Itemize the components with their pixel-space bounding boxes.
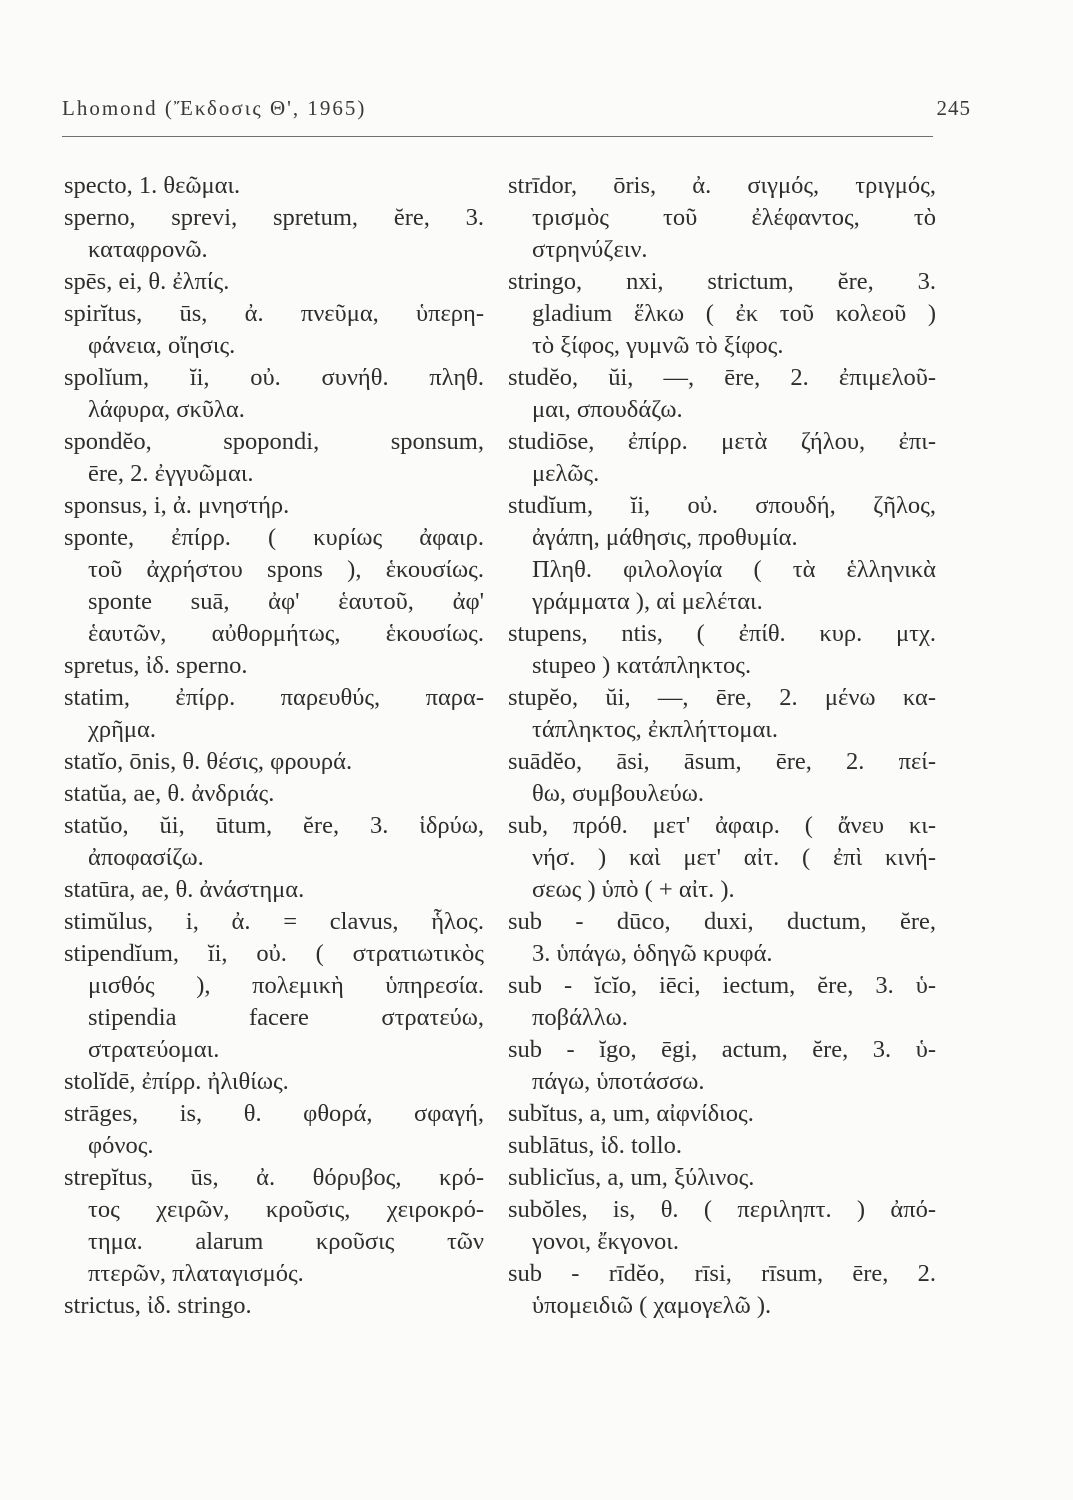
entry-headword-line: strepĭtus, ūs, ἀ. θόρυβος, κρό-	[64, 1164, 484, 1191]
entry-continuation-line: λάφυρα, σκῦλα.	[88, 396, 245, 423]
entry-continuation-line: μαι, σπουδάζω.	[532, 396, 683, 423]
entry-headword-line: strāges, is, θ. φθορά, σφαγή,	[64, 1100, 484, 1127]
entry-headword-line: studĭum, ĭi, οὐ. σπουδή, ζῆλος,	[508, 492, 936, 519]
entry-continuation-line: θω, συμβουλεύω.	[532, 780, 704, 807]
entry-headword-line: sublicĭus, a, um, ξύλινος.	[508, 1164, 755, 1191]
entry-continuation-line: 3. ὑπάγω, ὁδηγῶ κρυφά.	[532, 940, 773, 967]
entry-continuation-line: μισθός ), πολεμικὴ ὑπηρεσία.	[88, 972, 484, 999]
entry-continuation-line: φάνεια, οἴησις.	[88, 332, 236, 359]
entry-continuation-line: νήσ. ) καὶ μετ' αἰτ. ( ἐπὶ κινή-	[532, 844, 936, 871]
entry-headword-line: stipendĭum, ĭi, οὐ. ( στρατιωτικὸς	[64, 940, 484, 967]
entry-continuation-line: πτερῶν, πλαταγισμός.	[88, 1260, 304, 1287]
entry-headword-line: statŭo, ŭi, ūtum, ĕre, 3. ἱδρύω,	[64, 812, 484, 839]
entry-continuation-line: ēre, 2. ἐγγυῶμαι.	[88, 460, 254, 487]
entry-continuation-line: ἑαυτῶν, αὐθορμήτως, ἑκουσίως.	[88, 620, 484, 647]
entry-continuation-line: τὸ ξίφος, γυμνῶ τὸ ξίφος.	[532, 332, 784, 359]
entry-headword-line: statŭa, ae, θ. ἀνδριάς.	[64, 780, 275, 807]
entry-headword-line: stupens, ntis, ( ἐπίθ. κυρ. μτχ.	[508, 620, 936, 647]
entry-headword-line: studiōse, ἐπίρρ. μετὰ ζήλου, ἐπι-	[508, 428, 936, 455]
entry-continuation-line: stupeo ) κατάπληκτος.	[532, 652, 752, 679]
entry-headword-line: strictus, ἰδ. stringo.	[64, 1292, 252, 1319]
entry-headword-line: sponsus, i, ἀ. μνηστήρ.	[64, 492, 290, 519]
entry-headword-line: subŏles, is, θ. ( περιληπτ. ) ἀπό-	[508, 1196, 936, 1223]
entry-headword-line: sub - rīdĕo, rīsi, rīsum, ēre, 2.	[508, 1260, 936, 1287]
entry-headword-line: spirĭtus, ūs, ἀ. πνεῦμα, ὑπερη-	[64, 300, 484, 327]
entry-continuation-line: stipendia facere στρατεύω,	[88, 1004, 484, 1031]
entry-continuation-line: Πληθ. φιλολογία ( τὰ ἑλληνικὰ	[532, 556, 936, 583]
entry-headword-line: sub - ĭgo, ēgi, actum, ĕre, 3. ὑ-	[508, 1036, 936, 1063]
entry-headword-line: stimŭlus, i, ἀ. = clavus, ἧλος.	[64, 908, 484, 935]
entry-headword-line: specto, 1. θεῶμαι.	[64, 172, 241, 199]
entry-headword-line: spolĭum, ĭi, οὐ. συνήθ. πληθ.	[64, 364, 484, 391]
entry-headword-line: spēs, ei, θ. ἐλπίς.	[64, 268, 230, 295]
entry-continuation-line: ποβάλλω.	[532, 1004, 628, 1031]
page-number: 245	[936, 96, 971, 120]
entry-headword-line: sub - ĭcĭo, iēci, iectum, ĕre, 3. ὑ-	[508, 972, 936, 999]
entry-headword-line: statĭo, ōnis, θ. θέσις, φρουρά.	[64, 748, 353, 775]
entry-continuation-line: gladium ἕλκω ( ἐκ τοῦ κολεοῦ )	[532, 300, 936, 327]
page-header	[62, 96, 971, 137]
entry-continuation-line: καταφρονῶ.	[88, 236, 208, 263]
entry-continuation-line: ἀγάπη, μάθησις, προθυμία.	[532, 524, 798, 551]
entry-continuation-line: πάγω, ὑποτάσσω.	[532, 1068, 705, 1095]
entry-continuation-line: τάπληκτος, ἐκπλήττομαι.	[532, 716, 779, 743]
entry-continuation-line: τος χειρῶν, κροῦσις, χειροκρό-	[88, 1196, 484, 1223]
entry-continuation-line: χρῆμα.	[88, 716, 157, 743]
entry-headword-line: statūra, ae, θ. ἀνάστημα.	[64, 876, 305, 903]
entry-headword-line: spondĕo, spopondi, sponsum,	[64, 428, 484, 455]
entry-headword-line: stupĕo, ŭi, —, ēre, 2. μένω κα-	[508, 684, 936, 711]
entry-continuation-line: γονοι, ἔκγονοι.	[532, 1228, 679, 1255]
entry-continuation-line: στρηνύζειν.	[532, 236, 648, 263]
entry-headword-line: sub - dūco, duxi, ductum, ĕre,	[508, 908, 936, 935]
entry-continuation-line: φόνος.	[88, 1132, 154, 1159]
entry-continuation-line: ὑπομειδιῶ ( χαμογελῶ ).	[532, 1292, 772, 1319]
entry-continuation-line: τοῦ ἀχρήστου spons ), ἑκουσίως.	[88, 556, 484, 583]
entry-headword-line: subĭtus, a, um, αἰφνίδιος.	[508, 1100, 754, 1127]
entry-continuation-line: τρισμὸς τοῦ ἐλέφαντος, τὸ	[532, 204, 936, 231]
entry-headword-line: suādĕo, āsi, āsum, ēre, 2. πεί-	[508, 748, 936, 775]
entry-continuation-line: στρατεύομαι.	[88, 1036, 220, 1063]
entry-continuation-line: ἀποφασίζω.	[88, 844, 204, 871]
entry-continuation-line: sponte suā, ἀφ' ἑαυτοῦ, ἀφ'	[88, 588, 484, 615]
entry-headword-line: spretus, ἰδ. sperno.	[64, 652, 248, 679]
entry-headword-line: sub, πρόθ. μετ' ἀφαιρ. ( ἄνευ κι-	[508, 812, 936, 839]
right-column	[508, 170, 936, 1322]
entry-continuation-line: μελῶς.	[532, 460, 600, 487]
running-head: Lhomond (Ἔκδοσις Θ', 1965)	[62, 96, 367, 120]
entry-headword-line: studĕo, ŭi, —, ēre, 2. ἐπιμελοῦ-	[508, 364, 936, 391]
entry-headword-line: statim, ἐπίρρ. παρευθύς, παρα-	[64, 684, 484, 711]
entry-continuation-line: γράμματα ), αἱ μελέται.	[532, 588, 763, 615]
left-column	[64, 170, 484, 1322]
entry-headword-line: sperno, sprevi, spretum, ĕre, 3.	[64, 204, 484, 231]
entry-continuation-line: τημα. alarum κροῦσις τῶν	[88, 1228, 484, 1255]
entry-continuation-line: σεως ) ὑπὸ ( + αἰτ. ).	[532, 876, 735, 903]
entry-headword-line: strīdor, ōris, ἀ. σιγμός, τριγμός,	[508, 172, 936, 199]
entry-headword-line: sponte, ἐπίρρ. ( κυρίως ἀφαιρ.	[64, 524, 484, 551]
entry-headword-line: sublātus, ἰδ. tollo.	[508, 1132, 682, 1159]
entry-headword-line: stringo, nxi, strictum, ĕre, 3.	[508, 268, 936, 295]
entry-headword-line: stolĭdē, ἐπίρρ. ἠλιθίως.	[64, 1068, 289, 1095]
